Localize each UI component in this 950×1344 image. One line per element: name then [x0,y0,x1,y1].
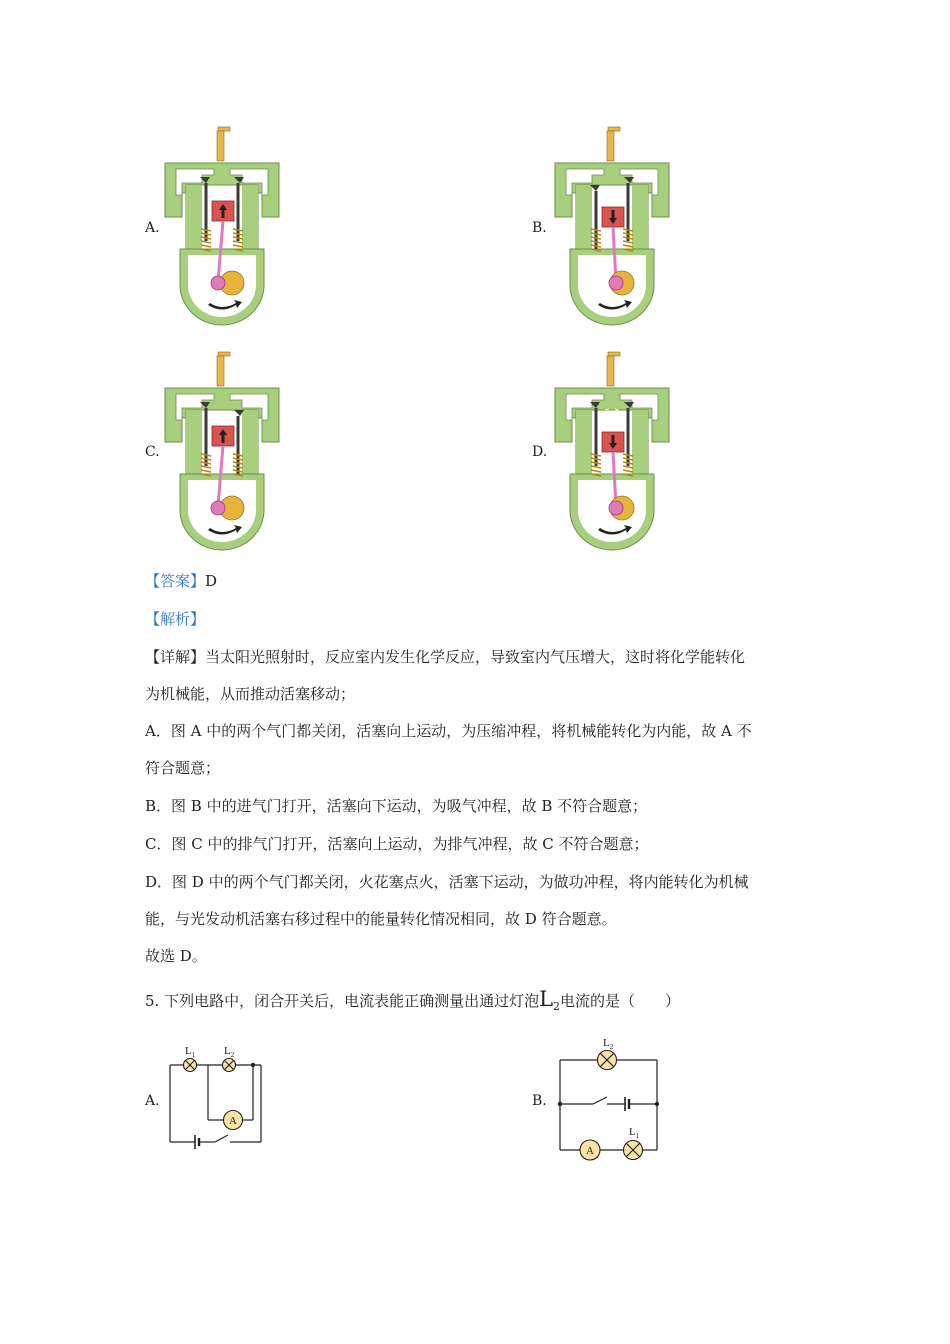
exhaust-wall [242,185,258,249]
lamp-l1 [624,1141,643,1160]
explanation-d-line-1: D．图 D 中的两个气门都关闭，火花塞点火，活塞下运动，为做功冲程，将内能转化为机械 [145,873,749,891]
exhaust-wall [632,410,648,474]
lamp-l2 [223,1059,236,1072]
detail-line-1 [145,647,745,667]
spark-plug [607,356,614,386]
crank-pin [609,276,623,290]
crank-pin [211,501,225,515]
svg-text:L2 [224,1045,235,1059]
lamp-l1-sub: 1 [635,1132,640,1140]
intake-valve-stem [205,183,208,241]
circuit-b-label: B. [532,1093,547,1109]
circuit-figure-a [165,1035,275,1155]
spark-plug-cap [218,127,230,131]
explanation-d-line-2: 能，与光发动机活塞右移过程中的能量转化情况相同，故 D 符合题意。 [145,910,617,928]
crank-pin [211,276,225,290]
exhaust-valve-stem [627,183,630,241]
spark-plug [217,131,224,161]
lamp-l1-sub: 1 [191,1051,196,1059]
intake-wall [186,185,202,249]
explanation-a-line-1: A．图 A 中的两个气门都关闭，活塞向上运动，为压缩冲程，将机械能转化为内能，故 A 不 [145,722,752,740]
ammeter-symbol: A [586,1145,594,1157]
lamp-l1 [184,1059,197,1072]
intake-wall [576,410,592,474]
lamp-l1-label: L [185,1045,192,1057]
intake-valve-stem [595,191,598,249]
explanation-b: B．图 B 中的进气门打开，活塞向下运动，为吸气冲程，故 B 不符合题意； [145,797,648,815]
question-5-text: 5. 下列电路中，闭合开关后，电流表能正确测量出通过灯泡 [145,992,540,1010]
engine-figure-c [162,350,282,555]
intake-valve-stem [205,408,208,466]
crank-pin [609,501,623,515]
spark-plug [217,356,224,386]
svg-text:L1 [185,1045,196,1059]
option-b-label: B. [532,220,547,236]
intake-valve-stem [595,408,598,466]
spark-plug-cap [608,127,620,131]
answer-line [145,571,217,591]
option-d-label: D. [532,444,548,460]
circuit-a-label: A. [145,1093,160,1109]
engine-figure-a [162,125,282,330]
engine-figure-d [552,350,672,555]
question-5-text-end: 电流的是（ ） [560,992,681,1010]
exhaust-wall [242,410,258,474]
spark-plug [607,131,614,161]
conclusion: 故选 D。 [145,947,207,965]
question-5-symbol: L [539,987,554,1011]
spark-plug-cap [218,352,230,356]
answer-tag: 【答案】 [145,572,206,590]
circuit-figure-b [555,1033,665,1165]
ammeter-symbol: A [229,1115,237,1127]
option-a-label: A. [145,220,160,236]
lamp-l2-sub: 2 [230,1051,235,1059]
engine-figure-b [552,125,672,330]
analysis-tag: 【解析】 [145,610,206,628]
lamp-l2-label: L [603,1037,610,1049]
exhaust-valve-stem [627,408,630,466]
spark-plug-cap [608,352,620,356]
question-5-subscript: 2 [553,1000,561,1013]
detail-text: 当太阳光照射时，反应室内发生化学反应，导致室内气压增大，这时将化学能转化 [205,648,746,666]
lamp-l2-label: L [224,1045,231,1057]
ammeter [224,1111,243,1130]
intake-wall [576,185,592,249]
exhaust-valve-stem [237,183,240,241]
question-5 [145,989,680,1017]
intake-wall [186,410,202,474]
lamp-l2 [598,1051,617,1070]
detail-line-2: 为机械能，从而推动活塞移动； [145,685,356,703]
exhaust-wall [632,185,648,249]
explanation-a-line-2: 符合题意； [145,759,221,777]
lamp-l2-sub: 2 [609,1043,614,1051]
option-c-label: C. [145,444,160,460]
explanation-c: C．图 C 中的排气门打开，活塞向上运动，为排气冲程，故 C 不符合题意； [145,835,649,853]
ammeter [580,1140,600,1160]
svg-text:L1 [629,1126,640,1140]
lamp-l1-label: L [629,1126,636,1138]
exhaust-valve-stem [237,416,240,474]
svg-text:L2 [603,1037,614,1051]
detail-tag: 【详解】 [145,648,206,666]
answer-value: D [205,572,218,590]
